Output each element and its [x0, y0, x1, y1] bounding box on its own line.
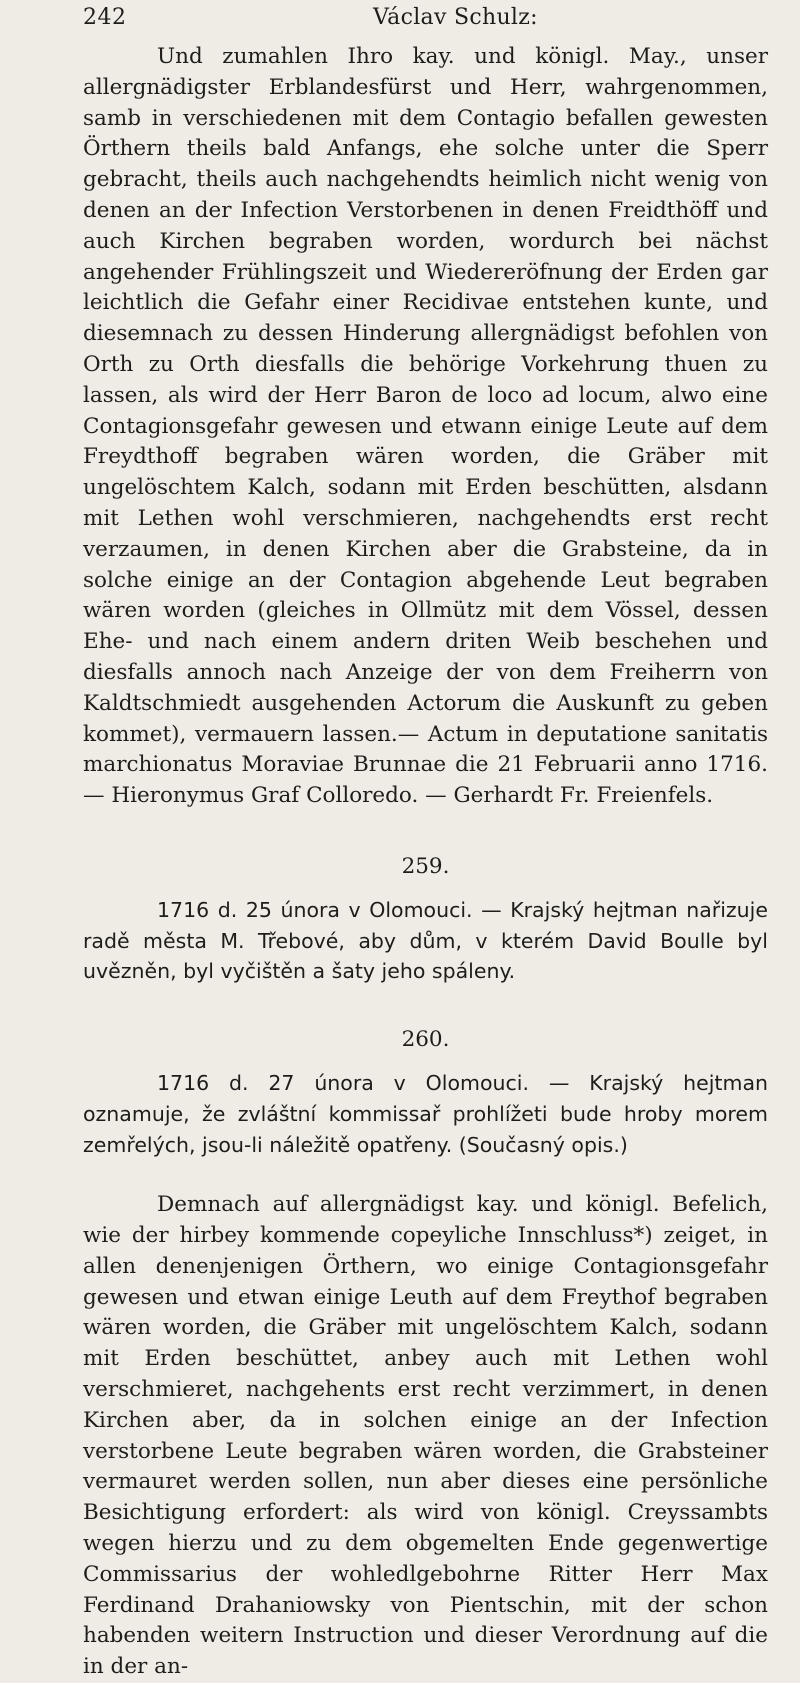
running-title: Václav Schulz: — [373, 5, 538, 30]
paragraph-gap — [83, 1160, 768, 1190]
continuation-paragraph: Und zumahlen Ihro kay. und königl. May., unser allergnädigster Erblandesfürst und Herr, wahrgenommen, samb in verschiedenen mit dem Contagio befallen gewesten Örthern theils bald Anfangs, ehe solche unter die Sperr gebracht, theils auch nachgehendts heimlich nicht wenig von denen an der Infection Verstorbenen in denen Freidthöff und auch Kirchen begraben worden, wordurch bei nächst angehender Frühlingszeit und Wiedereröfnung der Erden gar leichtlich die Gefahr einer Recidivae entstehen kunte, und diesemnach zu dessen Hinderung allergnädigst befohlen von Orth zu Orth diesfalls die behörige Vorkehrung thuen zu lassen, als wird der Herr Baron de loco ad locum, alwo eine Contagionsgefahr gewesen und etwann einige Leute auf dem Freydthoff begraben wären worden, die Gräber mit ungelöschtem Kalch, sodann mit Erden beschütten, alsdann mit Lethen wohl verschmieren, nachgehendts erst recht verzaumen, in denen Kirchen aber die Grabsteine, da in solche einige an der Contagion abgehende Leut begraben wären worden (gleiches in Ollmütz mit dem Vössel, dessen Ehe- und nach einem andern driten Weib beschehen und diesfalls annoch nach Anzeige der von dem Freiherrn von Kaldtschmiedt ausgehenden Actorum die Auskunft zu geben kommet), vermauern lassen.— Actum in deputatione sanitatis marchionatus Moraviae Brunnae die 21 Februarii anno 1716. — Hieronymus Graf Colloredo. — Gerhardt Fr. Freienfels. — [83, 44, 768, 809]
page-number: 242 — [83, 5, 127, 30]
document-number-259: 259. — [401, 853, 450, 879]
document-regest-260: 1716 d. 27 února v Olomouci. — Krajský hejtman oznamuje, že zvláštní kommissař prohlížeti bude hroby morem zemřelých, jsou-li náležitě opatřeny. (Současný opis.) — [83, 1070, 768, 1157]
document-text-260: Demnach auf allergnädigst kay. und königl. Befelich, wie der hirbey kommende copeyliche Innschluss*) zeiget, in allen denenjenigen Örthern, wo einige Contagionsgefahr gewesen und etwan einige Leuth auf dem Freythof begraben wären worden, die Gräber mit ungelöschtem Kalch, sodann mit Erden beschüttet, anbey auch mit Lethen wohl verschmieret, nachgehents erst recht verzimmert, in denen Kirchen aber, da in solchen einige an der Infection verstorbene Leute begraben wären worden, die Grabsteiner vermauret werden sollen, nun aber dieses eine persönliche Besichtigung erfordert: als wird von königl. Creyssambts wegen hierzu und zu dem obgemelten Ende gegenwertige Commissarius der wohledlgebohrne Ritter Herr Max Ferdinand Drahaniowsky von Pientschin, mit der schon habenden weitern Instruction und dieser Verordnung auf die in der an- — [83, 1192, 768, 1680]
document-regest-259: 1716 d. 25 února v Olomouci. — Krajský hejtman nařizuje radě města M. Třebové, aby dům, v kterém David Boulle byl uvězněn, byl vyčištěn a šaty jeho spáleny. — [83, 897, 768, 984]
document-number-260: 260. — [401, 1027, 450, 1053]
running-header — [83, 0, 768, 36]
